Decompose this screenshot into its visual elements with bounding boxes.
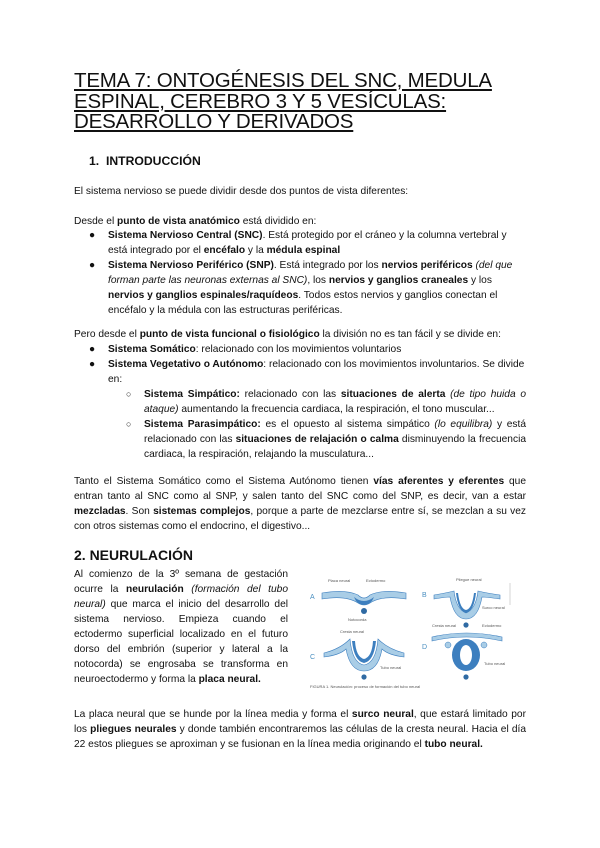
list-item-snp: ● Sistema Nervioso Periférico (SNP). Está integrado por los nervios periféricos (del que forman parte las neuronas externas al SNC), los nervios y ganglios craneales y los nervios y ganglios espinales/raquídeos. Todos estos nervios y ganglios conectan el encéfalo y la médula con las estructuras periféricas. (89, 260, 513, 316)
figure-label: Tubo neural (380, 665, 402, 670)
anatomico-list (74, 228, 526, 318)
figure-caption: FIGURA 1. Neurulación: proceso de formación del tubo neural (310, 684, 421, 689)
neurulacion-paragraph: Al comienzo de la 3º semana de gestación ocurre la neurulación (formación del tubo neural) que marca el inicio del desarrollo del sistema nervioso. Empieza cuando el ectodermo superficial localizado en el futuro dorso del embrión (superior y lateral a la notocorda) se engrosaba se transforma en neuroectodermo y forma la placa neural. (74, 569, 288, 685)
figure-panel-label-c: C (310, 654, 316, 661)
figure-label: Placa neural (328, 578, 351, 583)
page-title: TEMA 7: ONTOGÉNESIS DEL SNC, MEDULA ESPINAL, CEREBRO 3 Y 5 VESÍCULAS: DESARROLLO Y DERIVADOS (74, 69, 492, 133)
figure-label: Notocorda (348, 617, 367, 622)
figure-label: Pliegue neural (456, 577, 482, 582)
vegetativo-sublist (74, 387, 526, 462)
list-item-vegetativo: ● Sistema Vegetativo o Autónomo: relacionado con los movimientos involuntarios. Se divide en: (89, 359, 525, 385)
figure-label: Cresta neural (432, 623, 457, 628)
list-item-simpatico: ○ Sistema Simpático: relacionado con las situaciones de alerta (de tipo huida o ataque) aumentando la frecuencia cardiaca, la respiración, el tono muscular... (126, 389, 526, 415)
intro-paragraph: El sistema nervioso se puede dividir desde dos puntos de vista diferentes: (74, 186, 409, 197)
figure-panel-label-b: B (422, 592, 427, 599)
figure-panel-label-a: A (310, 594, 315, 601)
tanto-paragraph: Tanto el Sistema Somático como el Sistema Autónomo tienen vías aferentes y eferentes que entran tanto al SNC como al SNP, y salen tanto del SNC como del SNP, es decir, van a estar mezcladas. Son sistemas complejos, porque a parte de mezclarse entre sí, se mezclan a su vez con otros sistemas como el endocrino, el digestivo... (74, 476, 527, 532)
notochord-shape (463, 622, 468, 627)
figure-label: Ectodermo (482, 623, 502, 628)
list-item-parasimpatico: ○ Sistema Parasimpático: es el opuesto al sistema simpático (lo equilibra) y está relacionado con las situaciones de relajación o calma disminuyendo la frecuencia cardiaca, la respiración, relajando la musculatura... (126, 419, 526, 460)
funcional-lead: Pero desde el punto de vista funcional o fisiológico la división no es tan fácil y se divide en: (74, 329, 501, 340)
notochord-shape (361, 608, 367, 614)
placa-paragraph: La placa neural que se hunde por la línea media y forma el surco neural, que estará limitado por los pliegues neurales y donde también encontraremos las células de la cresta neural. Hacia el día 22 estos pliegues se aproximan y se fusionan en la línea media originando el tubo neural. (74, 709, 527, 750)
list-item-snc: ● Sistema Nervioso Central (SNC). Está protegido por el cráneo y la columna vertebral y está integrado por el encéfalo y la médula espinal (89, 230, 507, 256)
funcional-list (74, 342, 526, 387)
neurulation-figure (306, 575, 518, 691)
neural-crest-shape (445, 642, 451, 648)
figure-label: Cresta neural (340, 629, 365, 634)
list-item-somatico: ● Sistema Somático: relacionado con los movimientos voluntarios (89, 344, 402, 355)
section-heading-neurulacion: 2. NEURULACIÓN (74, 547, 194, 563)
neural-crest-shape (481, 642, 487, 648)
neural-canal-shape (460, 645, 472, 665)
figure-label: Tubo neural (484, 661, 506, 666)
figure-panel-label-d: D (422, 644, 428, 651)
anatomico-lead: Desde el punto de vista anatómico está dividido en: (74, 216, 317, 227)
notochord-shape (361, 674, 366, 679)
section-heading-introduccion: 1. INTRODUCCIÓN (89, 154, 201, 168)
figure-label: Surco neural (482, 605, 505, 610)
notochord-shape (463, 674, 468, 679)
figure-label: Ectodermo (366, 578, 386, 583)
